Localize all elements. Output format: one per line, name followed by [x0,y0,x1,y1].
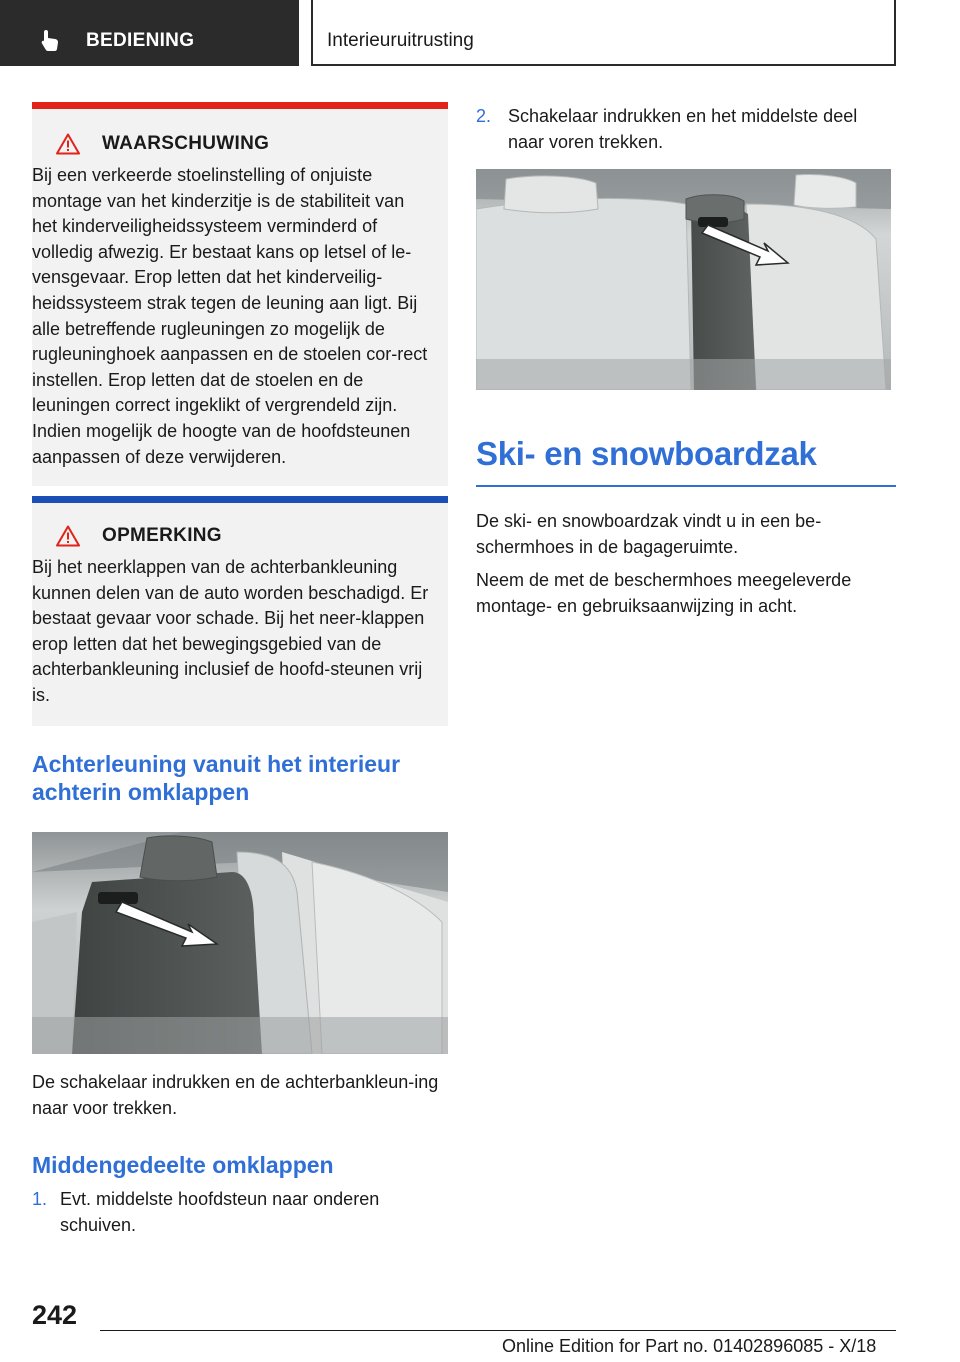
warning-box [32,102,448,486]
heading-rule [476,485,896,487]
right-column [476,104,896,620]
hand-pointer-icon [38,28,62,52]
middle-seat-illustration [476,169,891,390]
step-item [476,104,896,155]
note-box [32,496,448,726]
middle-section-heading: Middengedeelte omklappen [32,1152,334,1179]
step-number: 1. [32,1189,48,1210]
step-number: 2. [476,106,492,126]
page-number: 242 [32,1300,78,1330]
warning-text: Bij een verkeerde stoelinstelling of onjuiste montage van het kinderzitje is de stabiliteit van het kinderveiligheidssysteem verminderd of volledig afwezig. Er bestaat kans op letsel of le-vensgevaar. Erop letten dat het kinderveilig-heidssysteem strak tegen de leuning aan ligt. Bij alle betreffende rugleuningen zo mogelijk de rugleuninghoek aanpassen en de stoelen cor-rect instellen. Erop letten dat de stoelen en de leuningen correct ingeklikt of vergrendeld zijn. Indien mogelijk de hoogte van de hoofdsteunen aanpassen of deze verwijderen. [32,165,428,467]
step-text: Evt. middelste hoofdsteun naar onderen schuiven. [60,1189,380,1235]
step-item [32,1187,448,1238]
section-tab [0,0,299,66]
fold-backrest-caption: De schakelaar indrukken en de achterbankleun-ing naar voor trekken. [32,1072,439,1118]
ski-bag-para-1: De ski- en snowboardzak vindt u in een be-schermhoes in de bagageruimte. [476,511,822,557]
note-text: Bij het neerklappen van de achterbankleuning kunnen delen van de auto worden beschadigd. Er bestaat gevaar voor schade. Bij het neer-klappen erop letten dat het bewegingsgebied van de achterbankleuning inclusief de hoofd-steunen vrij is. [32,557,429,705]
left-column [32,102,448,1238]
fold-backrest-heading: Achterleuning vanuit het interieur achterin omklappen [32,751,401,805]
note-title: OPMERKING [102,525,222,546]
warning-heading [56,133,434,155]
footer-rule [100,1330,896,1331]
step-text: Schakelaar indrukken en het middelste deel naar voren trekken. [508,106,858,152]
edition-text: Online Edition for Part no. 01402896085 - X/18 [502,1336,877,1356]
warning-triangle-icon [56,525,80,547]
ski-bag-heading: Ski- en snowboardzak [476,435,817,473]
rear-seat-illustration [32,832,448,1054]
warning-title: WAARSCHUWING [102,133,270,154]
page-header [0,0,960,66]
rear-seat-photo-left [32,832,448,1054]
chapter-label: Interieuruitrusting [327,30,474,51]
ski-bag-para-2: Neem de met de beschermhoes meegeleverde montage- en gebruiksaanwijzing in acht. [476,570,852,616]
chapter-tab [311,0,896,66]
warning-triangle-icon [56,133,80,155]
section-label: BEDIENING [86,30,195,51]
note-heading [56,525,434,547]
rear-seat-photo-right [476,169,891,390]
